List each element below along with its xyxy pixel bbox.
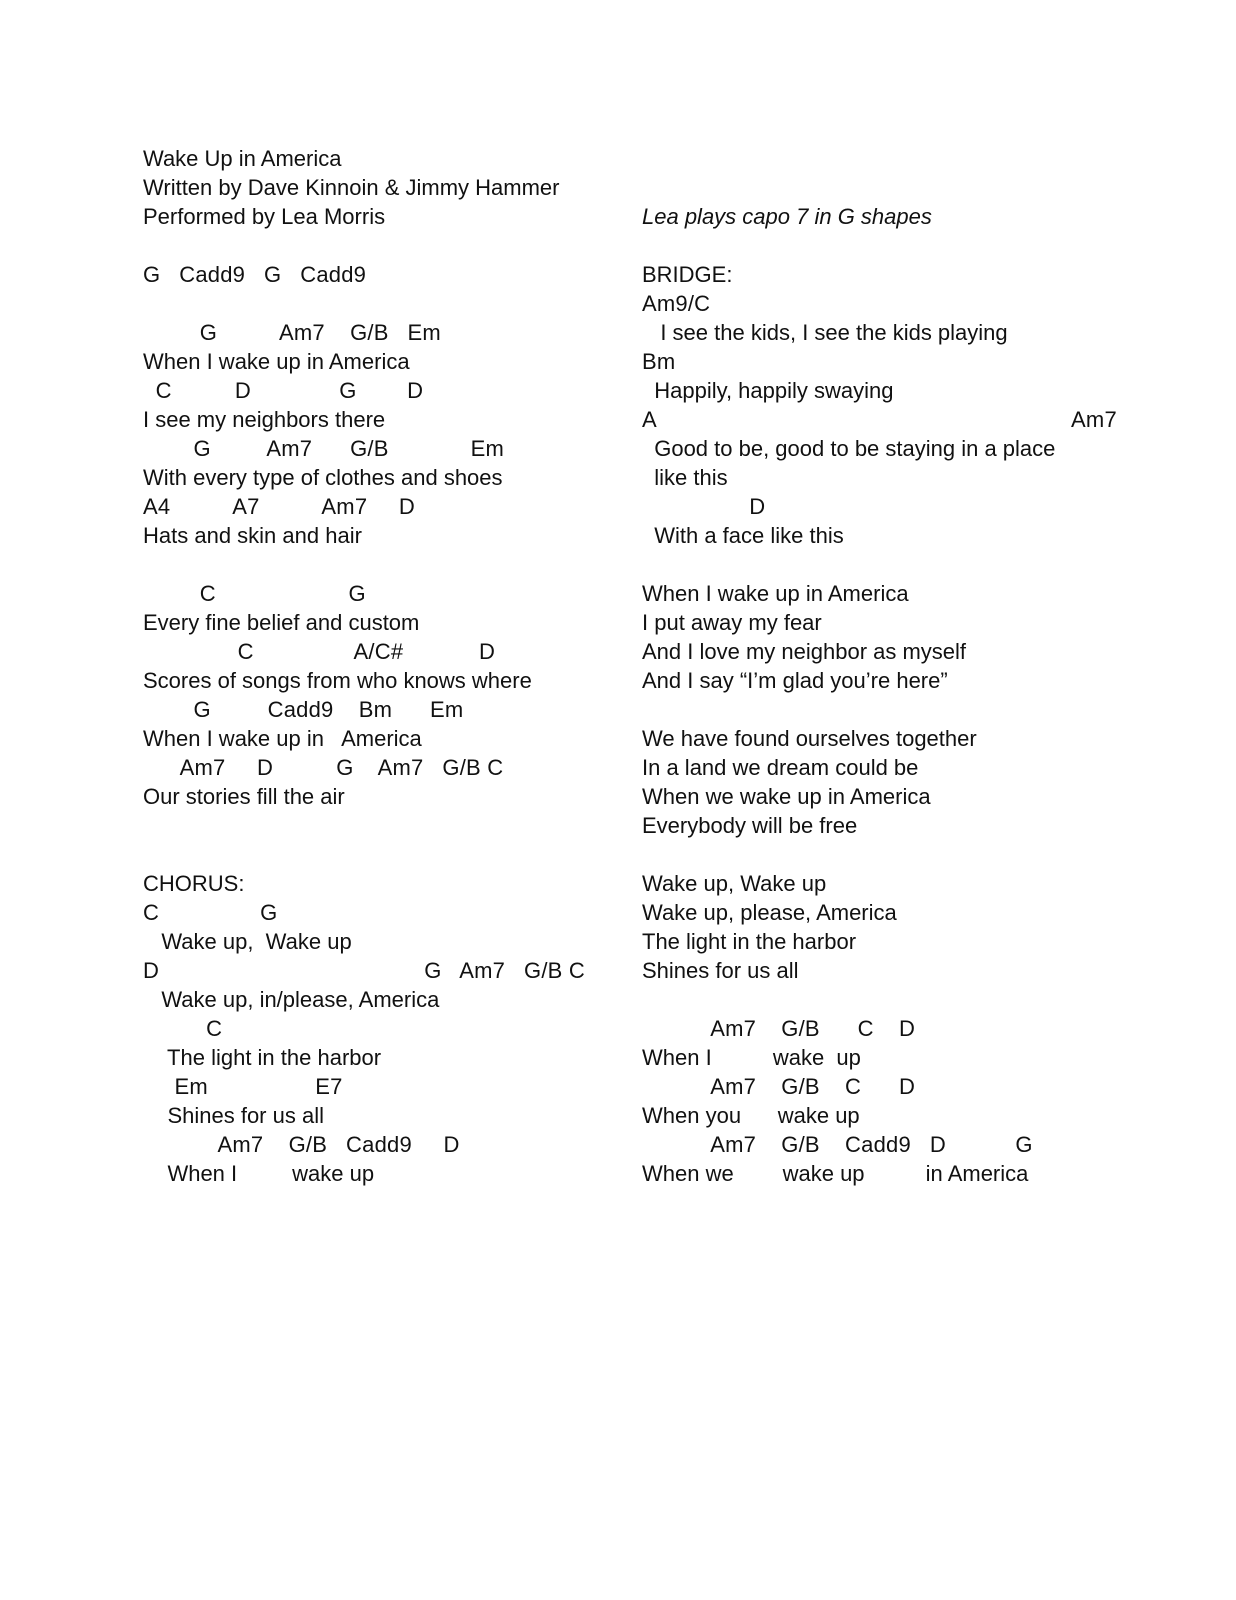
intro-chords: G Cadd9 G Cadd9 [143, 262, 367, 287]
lyric-line: Hats and skin and hair [143, 523, 362, 548]
chord-line: G Am7 G/B Em [143, 320, 441, 345]
performer-credit: Performed by Lea Morris [143, 204, 386, 229]
lyric-line: Wake up, please, America [642, 900, 897, 925]
lyric-line: In a land we dream could be [642, 755, 919, 780]
chord-line: A4 A7 Am7 D [143, 494, 415, 519]
song-title: Wake Up in America [143, 146, 342, 171]
chord-line: Am9/C [642, 291, 711, 316]
chord-line: Bm [642, 349, 676, 374]
chord-line: D [642, 494, 766, 519]
lyric-line: Every fine belief and custom [143, 610, 420, 635]
chord-line: Am7 D G Am7 G/B C [143, 755, 504, 780]
lyric-line: When we wake up in America [642, 784, 931, 809]
chord-line: D G Am7 G/B C [143, 958, 585, 983]
chord-line: C G [143, 581, 366, 606]
lyric-line: With every type of clothes and shoes [143, 465, 503, 490]
chord-line: G Am7 G/B Em [143, 436, 505, 461]
lyric-line: When I wake up in America [143, 349, 410, 374]
chord-line: A Am7 [642, 407, 1117, 432]
lyric-line: Everybody will be free [642, 813, 858, 838]
chord-line: G Cadd9 Bm Em [143, 697, 464, 722]
lyric-line: When I wake up [642, 1045, 861, 1070]
lyric-line: Happily, happily swaying [642, 378, 894, 403]
lyric-line: And I say “I’m glad you’re here” [642, 668, 948, 693]
chord-line: Em E7 [143, 1074, 343, 1099]
lyric-line: And I love my neighbor as myself [642, 639, 967, 664]
lyric-line: Wake up, Wake up [642, 871, 827, 896]
lyric-line: like this [642, 465, 728, 490]
capo-note: Lea plays capo 7 in G shapes [642, 204, 932, 229]
lyric-line: I put away my fear [642, 610, 822, 635]
lyric-line: Shines for us all [642, 958, 799, 983]
chord-line: C D G D [143, 378, 424, 403]
lyric-line: I see my neighbors there [143, 407, 386, 432]
chord-line: Am7 G/B C D [642, 1074, 916, 1099]
lyric-line: Shines for us all [143, 1103, 324, 1128]
lyric-line: Wake up, Wake up [143, 929, 352, 954]
lyric-line: The light in the harbor [642, 929, 857, 954]
lyric-line: Scores of songs from who knows where [143, 668, 532, 693]
lyric-line: Wake up, in/please, America [143, 987, 440, 1012]
lyric-line: Our stories fill the air [143, 784, 345, 809]
lyric-line: When I wake up [143, 1161, 375, 1186]
chord-line: Am7 G/B C D [642, 1016, 916, 1041]
lyric-line: When I wake up in America [642, 581, 909, 606]
chord-line: C [143, 1016, 223, 1041]
chord-line: C G [143, 900, 278, 925]
lyric-line: The light in the harbor [143, 1045, 382, 1070]
lyric-line: When I wake up in America [143, 726, 422, 751]
lyric-line: We have found ourselves together [642, 726, 977, 751]
lyric-line: Good to be, good to be staying in a place [642, 436, 1056, 461]
lyric-line: I see the kids, I see the kids playing [642, 320, 1008, 345]
songwriter-credit: Written by Dave Kinnoin & Jimmy Hammer [143, 175, 560, 200]
lyric-line: When we wake up in America [642, 1161, 1029, 1186]
chorus-heading: CHORUS: [143, 871, 245, 896]
chord-line: Am7 G/B Cadd9 D [143, 1132, 460, 1157]
lyric-line: With a face like this [642, 523, 844, 548]
lyric-line: When you wake up [642, 1103, 860, 1128]
chord-line: Am7 G/B Cadd9 D G [642, 1132, 1033, 1157]
chord-line: C A/C# D [143, 639, 496, 664]
bridge-heading: BRIDGE: [642, 262, 733, 287]
